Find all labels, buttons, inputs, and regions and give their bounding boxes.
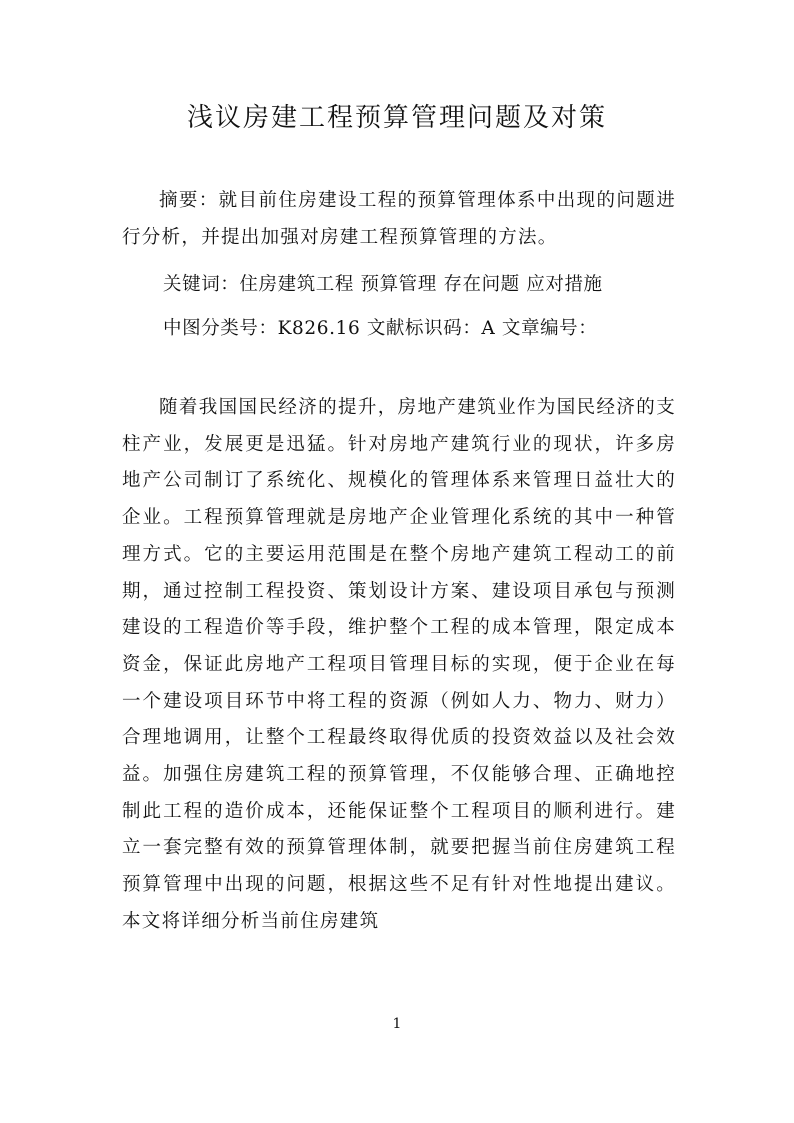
- page-number: 1: [392, 1016, 402, 1032]
- classification-line: 中图分类号：K826.16 文献标识码：A 文章编号：: [163, 318, 598, 339]
- body-paragraph: 随着我国国民经济的提升，房地产建筑业作为国民经济的支柱产业，发展更是迅猛。针对房地产建筑行业的现状，许多房地产公司制订了系统化、规模化的管理体系来管理日益壮大的企业。工程预算管理就是房地产企业管理化系统的其中一种管理方式。它的主要运用范围是在整个房地产建筑工程动工的前期，通过控制工程投资、策划设计方案、建设项目承包与预测建设的工程造价等手段，维护整个工程的成本管理，限定成本资金，保证此房地产工程项目管理目标的实现，便于企业在每一个建设项目环节中将工程的资源（例如人力、物力、财力）合理地调用，让整个工程最终取得优质的投资效益以及社会效益。加强住房建筑工程的预算管理，不仅能够合理、正确地控制此工程的造价成本，还能保证整个工程项目的顺利进行。建立一套完整有效的预算管理体制，就要把握当前住房建筑工程预算管理中出现的问题，根据这些不足有针对性地提出建议。本文将详细分析当前住房建筑: [122, 397, 676, 932]
- document-title: 浅议房建工程预算管理问题及对策: [186, 103, 607, 133]
- keywords-line: 关键词：住房建筑工程 预算管理 存在问题 应对措施: [163, 274, 603, 295]
- abstract-paragraph: 摘要：就目前住房建设工程的预算管理体系中出现的问题进行分析，并提出加强对房建工程预算管理的方法。: [122, 190, 676, 248]
